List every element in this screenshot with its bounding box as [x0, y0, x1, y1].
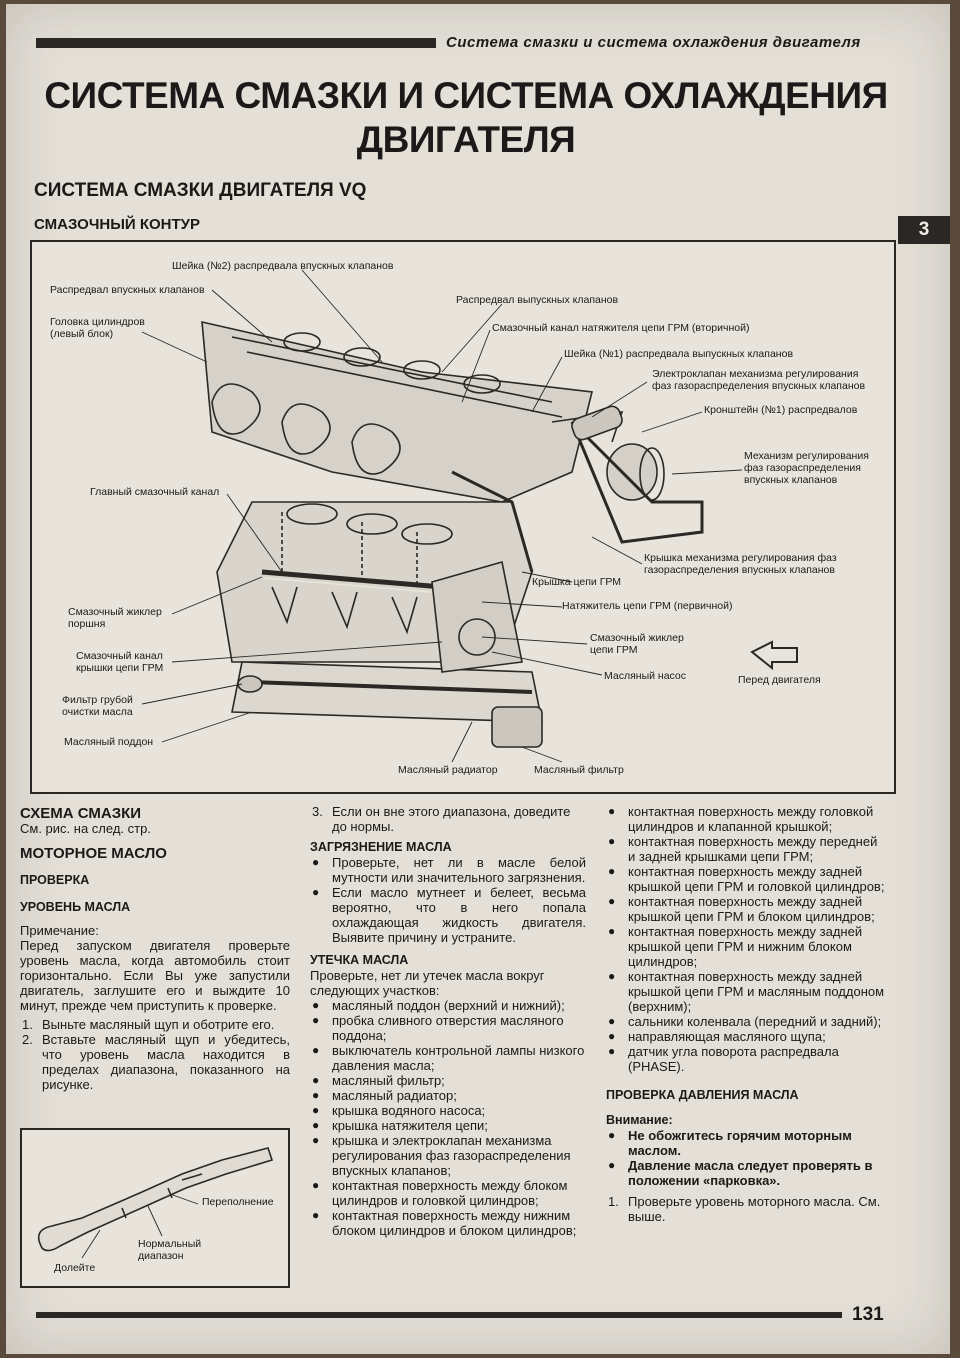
chapter-tab: 3	[898, 216, 950, 244]
warning-item: ● Давление масла следует проверять в положении «парковка».	[606, 1158, 888, 1188]
oil-level-heading: УРОВЕНЬ МАСЛА	[20, 900, 131, 914]
label-camshaft-bracket-1: Кронштейн (№1) распредвалов	[704, 404, 858, 416]
warning-list	[606, 1128, 888, 1188]
label-intake-cam-journal-2: Шейка (№2) распредвала впускных клапанов	[172, 260, 394, 272]
label-timing-chain-cover: Крышка цепи ГРМ	[532, 576, 622, 588]
list-item: ● масляный радиатор;	[310, 1088, 586, 1103]
list-item: ● крышка водяного насоса;	[310, 1103, 586, 1118]
page-number: 131	[852, 1304, 884, 1325]
level-steps	[20, 1017, 290, 1092]
leak-intro: Проверьте, нет ли утечек масла вокруг следующих участков:	[310, 968, 545, 998]
scheme-heading: СХЕМА СМАЗКИ	[20, 805, 142, 822]
list-item: ● сальники коленвала (передний и задний);	[606, 1014, 888, 1029]
check-heading: ПРОВЕРКА	[20, 873, 90, 887]
label-front-cover-gallery: Смазочный канал крышки цепи ГРМ	[76, 650, 164, 674]
note-text: Перед запуском двигателя проверьте уровень масла, когда автомобиль стоит горизонтально. Если Вы уже запустили двигатель, заглушите его и выждите 10 минут, прежде чем приступить к проверке.	[20, 938, 290, 1013]
list-item: ● выключатель контрольной лампы низкого давления масла;	[310, 1043, 586, 1073]
label-exhaust-cam-journal-1: Шейка (№1) распредвала выпускных клапанов	[564, 348, 794, 360]
warning-item: ● Не обожгитесь горячим моторным маслом.	[606, 1128, 888, 1158]
label-vtc-mechanism: Механизм регулирования фаз газораспределения впускных клапанов	[744, 450, 869, 486]
list-item: ● контактная поверхность между задней крышкой цепи ГРМ и нижним блоком цилиндров;	[606, 924, 888, 969]
step-3	[310, 804, 586, 834]
engine-oil-heading: МОТОРНОЕ МАСЛО	[20, 845, 167, 862]
label-primary-tensioner: Натяжитель цепи ГРМ (первичной)	[562, 600, 733, 612]
page-title	[26, 74, 906, 162]
list-item: ● Проверьте, нет ли в масле белой мутности или значительного загрязнения.	[310, 855, 586, 885]
label-add-oil: Долейте	[54, 1262, 96, 1274]
list-item: ● крышка натяжителя цепи;	[310, 1118, 586, 1133]
leak-heading: УТЕЧКА МАСЛА	[310, 953, 409, 967]
list-item: ● масляный поддон (верхний и нижний);	[310, 998, 586, 1013]
label-oil-pump: Масляный насос	[604, 670, 686, 682]
list-item: ● крышка и электроклапан механизма регулирования фаз газораспределения впускных клапанов;	[310, 1133, 586, 1178]
label-exhaust-camshaft: Распредвал выпускных клапанов	[456, 294, 619, 306]
label-oil-filter: Масляный фильтр	[534, 764, 624, 776]
list-item: ● Если масло мутнеет и белеет, весьма вероятно, что в него попала охлаждающая жидкость двигателя. Выявите причину и устраните.	[310, 885, 586, 945]
label-intake-camshaft: Распредвал впускных клапанов	[50, 284, 205, 296]
step-item: 3. Если он вне этого диапазона, доведите до нормы.	[312, 804, 571, 834]
note-label: Примечание:	[20, 923, 99, 938]
header-rule	[36, 38, 436, 48]
label-oil-cooler: Масляный радиатор	[398, 764, 498, 776]
label-piston-oil-jet: Смазочный жиклер поршня	[68, 606, 162, 630]
running-title: Система смазки и система охлаждения двигателя	[446, 34, 861, 51]
list-item: ● контактная поверхность между головкой цилиндров и клапанной крышкой;	[606, 804, 888, 834]
section-heading: СИСТЕМА СМАЗКИ ДВИГАТЕЛЯ VQ	[34, 180, 367, 201]
leak-list	[310, 998, 586, 1238]
subsection-heading: СМАЗОЧНЫЙ КОНТУР	[34, 216, 200, 233]
text-column-1	[20, 806, 290, 1092]
label-chain-oil-jet: Смазочный жиклер цепи ГРМ	[590, 632, 684, 656]
list-item: ● направляющая масляного щупа;	[606, 1029, 888, 1044]
pressure-steps	[606, 1194, 888, 1224]
warning-label: Внимание:	[606, 1113, 673, 1127]
lubrication-diagram	[30, 240, 896, 794]
label-normal-range: Нормальный диапазон	[138, 1238, 202, 1262]
step-item: 2. Вставьте масляный щуп и убедитесь, что уровень масла находится в пределах диапазона, показанного на рисунке.	[22, 1032, 290, 1092]
title-line-2: ДВИГАТЕЛЯ	[356, 119, 576, 160]
label-oil-strainer: Фильтр грубой очистки масла	[62, 694, 133, 718]
label-cylinder-head-left: Головка цилиндров (левый блок)	[50, 316, 145, 340]
list-item: ● контактная поверхность между блоком цилиндров и головкой цилиндров;	[310, 1178, 586, 1208]
list-item: ● пробка сливного отверстия масляного поддона;	[310, 1013, 586, 1043]
list-item: ● датчик угла поворота распредвала (PHASE).	[606, 1044, 888, 1074]
step-item: 1. Выньте масляный щуп и оботрите его.	[22, 1017, 275, 1032]
label-secondary-tensioner-gallery: Смазочный канал натяжителя цепи ГРМ (вторичной)	[492, 322, 750, 334]
leak-list-continued	[606, 804, 888, 1074]
list-item: ● контактная поверхность между задней крышкой цепи ГРМ и масляным поддоном (верхним);	[606, 969, 888, 1014]
text-column-3	[606, 804, 888, 1224]
footer-rule	[36, 1312, 842, 1318]
text-column-2	[310, 804, 586, 1238]
label-overflow: Переполнение	[202, 1196, 274, 1208]
label-main-gallery: Главный смазочный канал	[90, 486, 220, 498]
label-oil-pan: Масляный поддон	[64, 736, 154, 748]
pressure-check-heading: ПРОВЕРКА ДАВЛЕНИЯ МАСЛА	[606, 1088, 799, 1102]
list-item: ● контактная поверхность между передней и задней крышками цепи ГРМ;	[606, 834, 888, 864]
list-item: ● масляный фильтр;	[310, 1073, 586, 1088]
contamination-heading: ЗАГРЯЗНЕНИЕ МАСЛА	[310, 840, 452, 854]
label-engine-front: Перед двигателя	[738, 674, 821, 686]
page	[6, 4, 950, 1354]
title-line-1: СИСТЕМА СМАЗКИ И СИСТЕМА ОХЛАЖДЕНИЯ	[44, 75, 888, 116]
list-item: ● контактная поверхность между задней крышкой цепи ГРМ и блоком цилиндров;	[606, 894, 888, 924]
dipstick-diagram	[20, 1128, 290, 1288]
contamination-list	[310, 855, 586, 945]
scheme-reference: См. рис. на след. стр.	[20, 821, 151, 836]
label-vtc-solenoid: Электроклапан механизма регулирования фаз газораспределения впускных клапанов	[652, 368, 866, 392]
step-item: 1. Проверьте уровень моторного масла. См. выше.	[608, 1194, 881, 1224]
list-item: ● контактная поверхность между нижним блоком цилиндров и блоком цилиндров;	[310, 1208, 586, 1238]
label-vtc-cover: Крышка механизма регулирования фаз газораспределения впускных клапанов	[644, 552, 837, 576]
engine-drawing	[32, 242, 894, 792]
list-item: ● контактная поверхность между задней крышкой цепи ГРМ и головкой цилиндров;	[606, 864, 888, 894]
